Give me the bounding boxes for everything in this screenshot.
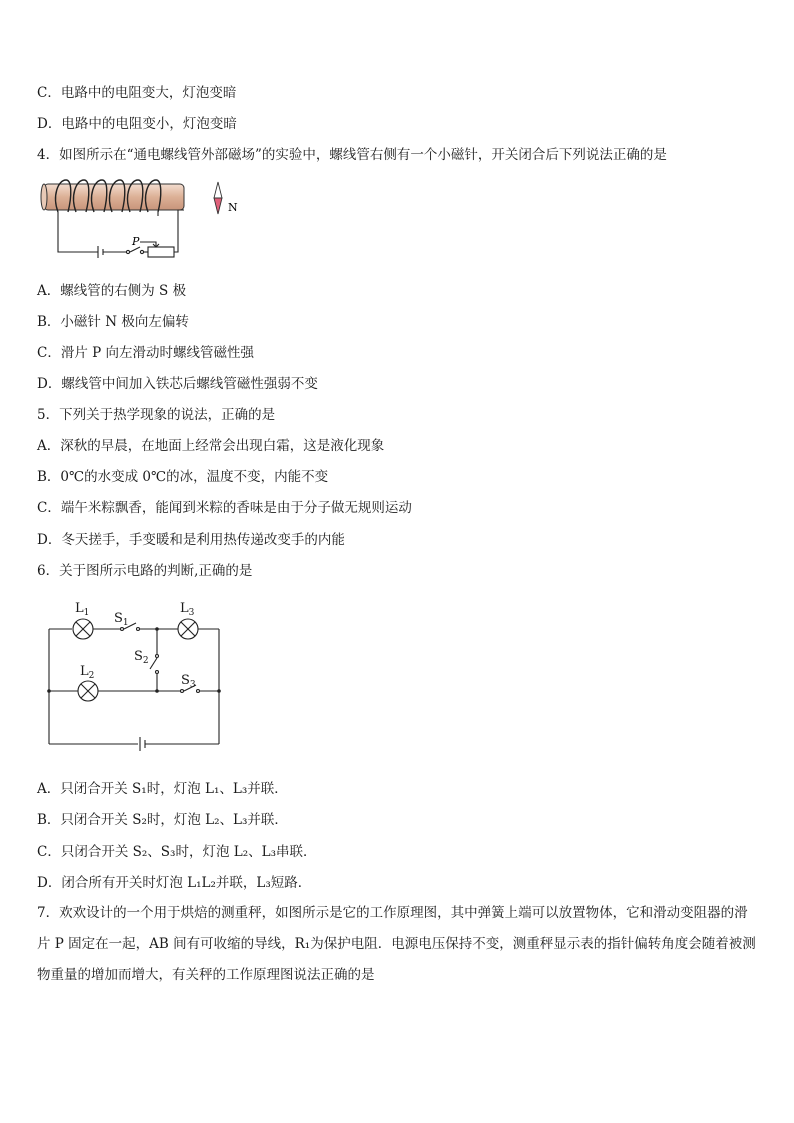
solenoid-circuit <box>58 210 184 258</box>
label-s2-sub: 2 <box>142 656 149 666</box>
q6-option-d: D．闭合所有开关时灯泡 L₁L₂并联，L₃短路． <box>37 875 312 891</box>
slider-p-label: P <box>132 235 140 248</box>
q5-option-d: D．冬天搓手，手变暖和是利用热传递改变手的内能 <box>37 532 345 548</box>
q3-option-d: D．电路中的电阻变小，灯泡变暗 <box>37 116 237 132</box>
label-l2: L <box>80 664 89 679</box>
solenoid-figure <box>38 176 258 271</box>
svg-text:S2 <box>134 649 149 666</box>
q4-stem: 4．如图所示在“通电螺线管外部磁场”的实验中，螺线管右侧有一个小磁针，开关闭合后下列说法正确的是 <box>37 147 667 163</box>
q7-stem: 7．欢欢设计的一个用于烘焙的测重秤，如图所示是它的工作原理图，其中弹簧上端可以放置物体，它和滑动变阻器的滑片 P 固定在一起，AB 间有可收缩的导线，R₁为保护电阻．电源电压保持不变，测重秤显示表的指针偏转角度会随着被测物重量的增加而增大，有关秤的工作原理图说法正确的是 <box>37 905 756 983</box>
label-s2: S <box>134 649 143 664</box>
q4-option-a: A．螺线管的右侧为 S 极 <box>37 283 187 299</box>
needle-n-label: N <box>228 201 238 214</box>
q6-option-a: A．只闭合开关 S₁时，灯泡 L₁、L₃并联． <box>37 781 288 797</box>
label-s1: S <box>114 611 123 626</box>
q5-stem: 5．下列关于热学现象的说法，正确的是 <box>37 407 276 423</box>
q5-option-a: A．深秋的早晨，在地面上经常会出现白霜，这是液化现象 <box>37 438 385 454</box>
svg-text:S3 <box>181 673 196 690</box>
q6-stem: 6．关于图所示电路的判断,正确的是 <box>37 563 253 579</box>
label-s3-sub: 3 <box>189 680 196 690</box>
svg-text:L2 <box>80 664 94 681</box>
label-s3: S <box>181 673 190 688</box>
label-s1-sub: 1 <box>122 618 129 628</box>
q6-option-b: B．只闭合开关 S₂时，灯泡 L₂、L₃并联． <box>37 812 288 828</box>
q3-option-c: C．电路中的电阻变大，灯泡变暗 <box>37 85 237 101</box>
label-l1: L <box>75 601 84 616</box>
label-l3: L <box>180 601 189 616</box>
svg-text:L1 <box>75 601 89 618</box>
q5-option-c: C．端午米粽飘香，能闻到米粽的香味是由于分子做无规则运动 <box>37 500 412 516</box>
q6-option-c: C．只闭合开关 S₂、S₃时，灯泡 L₂、L₃串联． <box>37 844 317 860</box>
label-l2-sub: 2 <box>88 671 95 681</box>
solenoid-tube <box>44 184 184 210</box>
label-l1-sub: 1 <box>83 608 90 618</box>
circuit-figure <box>40 596 230 756</box>
q5-option-b: B．0℃的水变成 0℃的冰，温度不变，内能不变 <box>37 469 329 485</box>
q4-option-d: D．螺线管中间加入铁芯后螺线管磁性强弱不变 <box>37 376 318 392</box>
svg-text:L3 <box>180 601 195 618</box>
switch-s2 <box>150 658 157 669</box>
q4-option-b: B．小磁针 N 极向左偏转 <box>37 314 189 330</box>
svg-text:S1 <box>114 611 129 628</box>
compass-needle <box>214 182 222 214</box>
label-l3-sub: 3 <box>188 608 195 618</box>
q4-option-c: C．滑片 P 向左滑动时螺线管磁性强 <box>37 345 254 361</box>
